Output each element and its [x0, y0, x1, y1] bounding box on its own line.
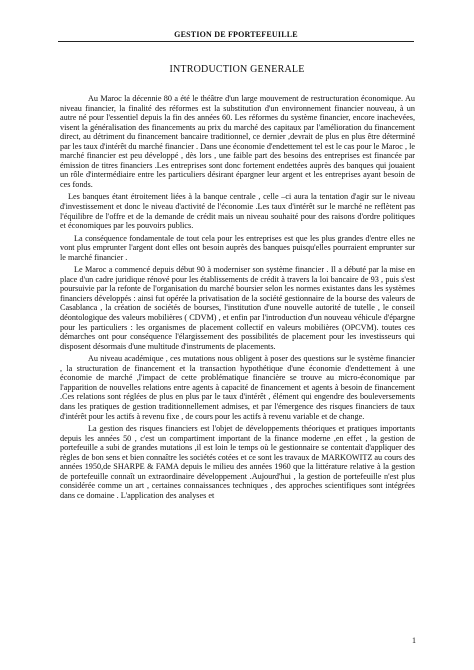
- paragraph: La gestion des risques financiers est l'objet de développements théoriques et pratiques importants depuis les années 50 , c'est un compartiment important de la finance moderne ,en effet , la gestion de portefeuille a subi de grandes mutations ,il est loin le temps où le gestionnaire se contentait d'appliquer des règles de bon sens et bien connaître les sociétés cotées et ce sont les travaux de MARKOWITZ au cours des années 1950,de SHARPE & FAMA depuis le milieu des années 1960 que la littérature relative à la gestion de portefeuille connaît un extraordinaire développement .Aujourd'hui , la gestion de portefeuille n'est plus considérée comme un art , certaines connaissances techniques , des approches scientifiques sont intégrées dans ce domaine . L'application des analyses et: [60, 424, 415, 500]
- paragraph: Au niveau académique , ces mutations nous obligent à poser des questions sur le système financier , la structuration de financement et la transaction hypothétique d'une économie d'endettement à une économie de marché ,l'impact de cette problématique financière se trouve au micro-économique par l'apparition de nouvelles relations entre agents à capacité de financement et agents à besoin de financement .Ces relations sont réglées de plus en plus par le taux d'intérêt , élément qui engendre des bouleversements dans les pratiques de gestion traditionnellement admises, et par l'émergence des risques financiers de taux d'intérêt pour les actifs à revenu fixe , de cours pour les actifs à revenu variable et de change.: [60, 354, 415, 421]
- document-body: [60, 94, 415, 503]
- paragraph: La conséquence fondamentale de tout cela pour les entreprises est que les plus grandes d'entre elles ne vont plus emprunter l'argent dont elles ont besoin auprès des banques puisqu'elles pourraient emprunter sur le marché financier .: [60, 233, 415, 262]
- page-title: INTRODUCTION GENERALE: [169, 64, 305, 75]
- paragraph: Au Maroc la décennie 80 a été le théâtre d'un large mouvement de restructuration économique. Au niveau financier, la finalité des réformes est la substitution d'un environnement financier nouveau, à un autre né pour l'essentiel depuis la fin des années 60. Les réformes du système financier, encore inachevées, visent la généralisation des financements au prix du marché des capitaux par l'amélioration du financement direct, au détriment du financement bancaire traditionnel, ce dernier ,devrait de plus en plus être déterminé par les taux d'intérêt du marché financier . Dans une économie d'endettement tel est le cas pour le Maroc , le marché financier est peu développé , dès lors , une faible part des besoins des entreprises est financée par émission de titres financiers .Les entreprises sont donc fortement endettées auprès des banques qui jouaient un rôle d'intermédiaire entre les particuliers désirant épargner leur argent et les entreprises ayant besoin de ces fonds.: [60, 94, 415, 189]
- paragraph: Le Maroc a commencé depuis début 90 à moderniser son système financier . Il a débuté par la mise en place d'un cadre juridique rénové pour les établissements de crédit à travers la loi bancaire de 93 , puis s'est poursuivie par la refonte de l'organisation du marché boursier selon les normes existantes dans les systèmes financiers développés : ainsi fut opérée la privatisation de la société gestionnaire de la bourse des valeurs de Casablanca , la création de sociétés de bourses, l'institution d'une nouvelle autorité de tutelle , le conseil déontologique des valeurs mobilières ( CDVM) , et enfin par l'introduction d'un nouveau véhicule d'épargne pour les particuliers : les organismes de placement collectif en valeurs mobilières (OPCVM). toutes ces démarches ont pour conséquence l'élargissement des possibilités de placement pour les investisseurs qui disposent désormais d'une multitude d'instruments de placements.: [60, 265, 415, 351]
- paragraph: Les banques étant étroitement liées à la banque centrale , celle –ci aura la tentation d'agir sur le niveau d'investissement et donc le niveau d'activité de l'économie .Les taux d'intérêt sur le marché ne reflètent pas l'équilibre de l'offre et de la demande de crédit mais un niveau souhaité pour des raisons d'ordre politiques et économiques par les pouvoirs publics.: [60, 192, 415, 231]
- page-number: 1: [412, 636, 416, 645]
- running-header: GESTION DE FPORTEFEUILLE: [58, 30, 414, 42]
